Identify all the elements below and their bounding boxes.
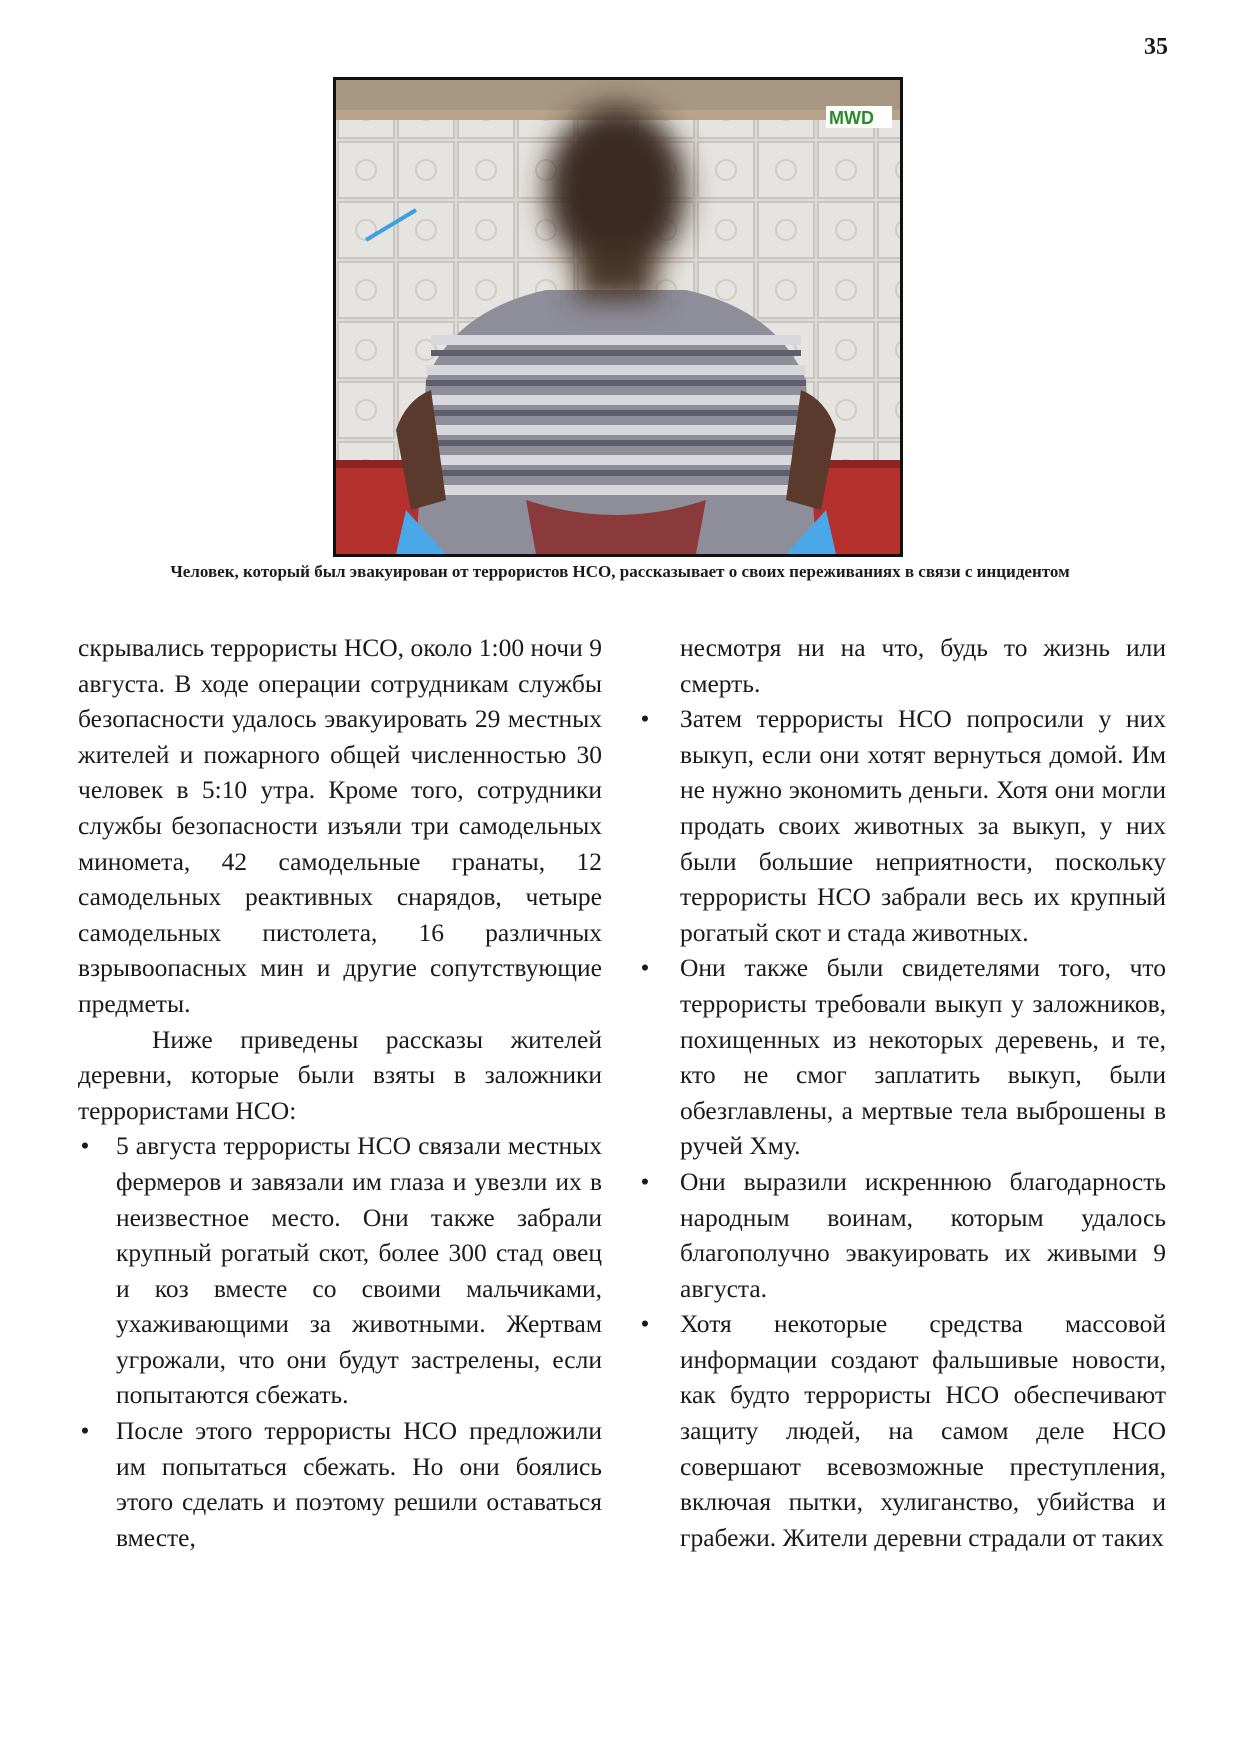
- list-item-text: 5 августа террористы НСО связали местных фермеров и завязали им глаза и увезли их в неизвестное место. Они также забрали крупный рогатый скот, более 300 стад овец и коз вместе со своими мальчиками, ухаживающими за животными. Жертвам угрожали, что они будут застрелены, если попытаются сбежать.: [116, 1131, 602, 1410]
- list-item: [640, 1306, 1166, 1555]
- bullet-icon: •: [80, 1131, 90, 1161]
- paragraph: несмотря ни на что, будь то жизнь или смерть.: [680, 633, 1166, 698]
- channel-logo: [826, 106, 892, 128]
- list-item: [640, 1164, 1166, 1306]
- left-column: [78, 630, 602, 1555]
- list-item-text: Они также были свидетелями того, что террористы требовали выкуп у заложников, похищенных из некоторых деревень, и те, кто не смог заплатить выкуп, были обезглавлены, а мертвые тела выброшены в ручей Хму.: [680, 953, 1166, 1161]
- list-item: [78, 1413, 602, 1555]
- news-photo: [333, 77, 903, 557]
- paragraph: Ниже приведены рассказы жителей деревни, которые были взяты в заложники террористами НСО:: [78, 1024, 602, 1125]
- list-item-text: Затем террористы НСО попросили у них выкуп, если они хотят вернуться домой. Им не нужно экономить деньги. Хотя они могли продать своих животных за выкуп, у них были большие неприятности, поскольку террористы НСО забрали весь их крупный рогатый скот и стада животных.: [680, 704, 1166, 947]
- list-item-text: Они выразили искреннюю благодарность народным воинам, которым удалось благополучно эвакуировать их живыми 9 августа.: [680, 1166, 1166, 1303]
- list-item: [78, 1128, 602, 1413]
- list-item-text: Хотя некоторые средства массовой информации создают фальшивые новости, как будто террористы НСО обеспечивают защиту людей, на самом деле НСО совершают всевозможные преступления, включая пытки, хулиганство, убийства и грабежи. Жители деревни страдали от таких: [680, 1309, 1166, 1552]
- bullet-list: [78, 1128, 602, 1555]
- photo-illustration: [336, 80, 900, 554]
- paragraph: скрывались террористы НСО, около 1:00 ночи 9 августа. В ходе операции сотрудникам службы безопасности удалось эвакуировать 29 местных жителей и пожарного общей численностью 30 человек в 5:10 утра. Кроме того, сотрудники службы безопасности изъяли три самодельных миномета, 42 самодельные гранаты, 12 самодельных реактивных снарядов, четыре самодельных пистолета, 16 различных взрывоопасных мин и другие сопутствующие предметы.: [78, 633, 602, 1018]
- right-column: [640, 630, 1166, 1555]
- bullet-icon: •: [640, 1166, 650, 1196]
- figure-caption: Человек, который был эвакуирован от террористов НСО, рассказывает о своих переживаниях в связи с инцидентом: [170, 562, 1070, 581]
- svg-text:MWD: MWD: [829, 108, 874, 128]
- page-number: 35: [1144, 34, 1168, 60]
- list-item-text: После этого террористы НСО предложили им попытаться сбежать. Но они боялись этого сделать и поэтому решили оставаться вместе,: [116, 1416, 602, 1552]
- bullet-icon: •: [640, 1309, 650, 1339]
- list-item: [640, 701, 1166, 950]
- bullet-icon: •: [80, 1416, 90, 1446]
- bullet-list: [640, 701, 1166, 1555]
- bullet-icon: •: [640, 953, 650, 983]
- bullet-icon: •: [640, 704, 650, 734]
- list-item: [640, 950, 1166, 1164]
